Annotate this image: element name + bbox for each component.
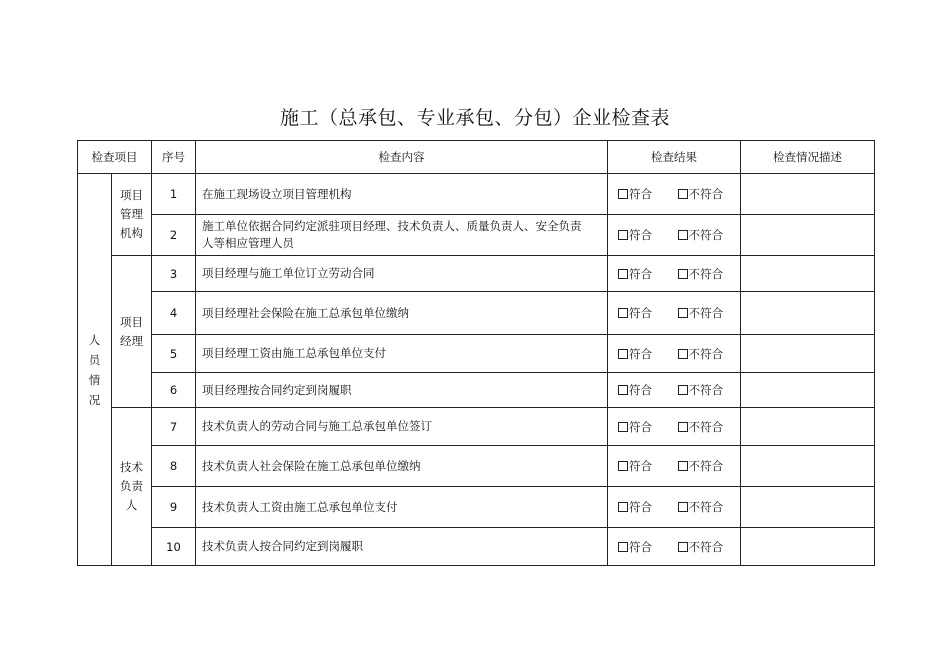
document-title: 施工（总承包、专业承包、分包）企业检查表 bbox=[279, 107, 670, 129]
description-cell[interactable] bbox=[741, 446, 875, 487]
checkbox[interactable] bbox=[678, 385, 688, 395]
conform-option[interactable]: 符合 bbox=[618, 266, 652, 282]
content-cell: 在施工现场设立项目管理机构 bbox=[196, 174, 608, 215]
seq-cell: 9 bbox=[152, 487, 196, 528]
checkbox[interactable] bbox=[678, 461, 688, 471]
checkbox[interactable] bbox=[618, 269, 628, 279]
content-cell: 项目经理工资由施工总承包单位支付 bbox=[196, 335, 608, 373]
nonconform-option[interactable]: 不符合 bbox=[678, 266, 724, 282]
result-cell bbox=[608, 446, 741, 487]
seq-cell: 7 bbox=[152, 408, 196, 446]
checkbox[interactable] bbox=[618, 461, 628, 471]
group-label: 项目经理 bbox=[120, 314, 143, 348]
description-cell[interactable] bbox=[741, 487, 875, 528]
table-row bbox=[78, 335, 875, 373]
header-seq: 序号 bbox=[152, 141, 196, 174]
nonconform-option[interactable]: 不符合 bbox=[678, 382, 724, 398]
checkbox[interactable] bbox=[618, 422, 628, 432]
conform-option[interactable]: 符合 bbox=[618, 227, 652, 243]
content-cell: 技术负责人按合同约定到岗履职 bbox=[196, 528, 608, 566]
conform-option[interactable]: 符合 bbox=[618, 382, 652, 398]
description-cell[interactable] bbox=[741, 256, 875, 292]
conform-option[interactable]: 符合 bbox=[618, 186, 652, 202]
group-label: 技术负责人 bbox=[120, 460, 143, 512]
table-row bbox=[78, 174, 875, 215]
table-row bbox=[78, 487, 875, 528]
header-item: 检查项目 bbox=[78, 141, 152, 174]
seq-cell: 5 bbox=[152, 335, 196, 373]
checkbox[interactable] bbox=[618, 230, 628, 240]
nonconform-option[interactable]: 不符合 bbox=[678, 499, 724, 515]
table-row bbox=[78, 292, 875, 335]
description-cell[interactable] bbox=[741, 215, 875, 256]
content-cell: 项目经理按合同约定到岗履职 bbox=[196, 373, 608, 408]
conform-option[interactable]: 符合 bbox=[618, 305, 652, 321]
checkbox[interactable] bbox=[618, 502, 628, 512]
content-cell: 项目经理与施工单位订立劳动合同 bbox=[196, 256, 608, 292]
content-cell: 技术负责人社会保险在施工总承包单位缴纳 bbox=[196, 446, 608, 487]
nonconform-option[interactable]: 不符合 bbox=[678, 227, 724, 243]
seq-cell: 10 bbox=[152, 528, 196, 566]
description-cell[interactable] bbox=[741, 335, 875, 373]
result-cell bbox=[608, 256, 741, 292]
header-content: 检查内容 bbox=[196, 141, 608, 174]
group-label: 项目管理机构 bbox=[120, 188, 143, 240]
table-row bbox=[78, 446, 875, 487]
seq-cell: 3 bbox=[152, 256, 196, 292]
nonconform-option[interactable]: 不符合 bbox=[678, 186, 724, 202]
table-row bbox=[78, 215, 875, 256]
description-cell[interactable] bbox=[741, 373, 875, 408]
checkbox[interactable] bbox=[618, 542, 628, 552]
group-cell bbox=[112, 256, 152, 408]
result-cell bbox=[608, 174, 741, 215]
result-cell bbox=[608, 487, 741, 528]
seq-cell: 4 bbox=[152, 292, 196, 335]
checkbox[interactable] bbox=[678, 502, 688, 512]
table-row bbox=[78, 408, 875, 446]
category-cell bbox=[78, 174, 112, 566]
description-cell[interactable] bbox=[741, 174, 875, 215]
description-cell[interactable] bbox=[741, 292, 875, 335]
group-cell bbox=[112, 174, 152, 256]
content-cell: 施工单位依据合同约定派驻项目经理、技术负责人、质量负责人、安全负责人等相应管理人员 bbox=[196, 215, 608, 256]
table-row bbox=[78, 373, 875, 408]
seq-cell: 6 bbox=[152, 373, 196, 408]
checkbox[interactable] bbox=[618, 189, 628, 199]
checkbox[interactable] bbox=[678, 230, 688, 240]
table-row bbox=[78, 528, 875, 566]
checkbox[interactable] bbox=[618, 349, 628, 359]
result-cell bbox=[608, 408, 741, 446]
seq-cell: 1 bbox=[152, 174, 196, 215]
nonconform-option[interactable]: 不符合 bbox=[678, 458, 724, 474]
checkbox[interactable] bbox=[678, 189, 688, 199]
result-cell bbox=[608, 373, 741, 408]
result-cell bbox=[608, 215, 741, 256]
description-cell[interactable] bbox=[741, 528, 875, 566]
checkbox[interactable] bbox=[678, 269, 688, 279]
checkbox[interactable] bbox=[678, 308, 688, 318]
checkbox[interactable] bbox=[618, 385, 628, 395]
description-cell[interactable] bbox=[741, 408, 875, 446]
inspection-table bbox=[77, 140, 875, 566]
nonconform-option[interactable]: 不符合 bbox=[678, 305, 724, 321]
seq-cell: 8 bbox=[152, 446, 196, 487]
checkbox[interactable] bbox=[678, 542, 688, 552]
table-row bbox=[78, 256, 875, 292]
result-cell bbox=[608, 335, 741, 373]
conform-option[interactable]: 符合 bbox=[618, 539, 652, 555]
conform-option[interactable]: 符合 bbox=[618, 346, 652, 362]
category-label: 人员情况 bbox=[88, 332, 101, 407]
conform-option[interactable]: 符合 bbox=[618, 499, 652, 515]
nonconform-option[interactable]: 不符合 bbox=[678, 419, 724, 435]
header-result: 检查结果 bbox=[608, 141, 741, 174]
group-cell bbox=[112, 408, 152, 566]
result-cell bbox=[608, 292, 741, 335]
content-cell: 技术负责人工资由施工总承包单位支付 bbox=[196, 487, 608, 528]
conform-option[interactable]: 符合 bbox=[618, 458, 652, 474]
nonconform-option[interactable]: 不符合 bbox=[678, 346, 724, 362]
table-header-row bbox=[78, 141, 875, 174]
checkbox[interactable] bbox=[678, 422, 688, 432]
checkbox[interactable] bbox=[618, 308, 628, 318]
checkbox[interactable] bbox=[678, 349, 688, 359]
content-cell: 技术负责人的劳动合同与施工总承包单位签订 bbox=[196, 408, 608, 446]
nonconform-option[interactable]: 不符合 bbox=[678, 539, 724, 555]
conform-option[interactable]: 符合 bbox=[618, 419, 652, 435]
result-cell bbox=[608, 528, 741, 566]
content-cell: 项目经理社会保险在施工总承包单位缴纳 bbox=[196, 292, 608, 335]
seq-cell: 2 bbox=[152, 215, 196, 256]
header-description: 检查情况描述 bbox=[741, 141, 875, 174]
